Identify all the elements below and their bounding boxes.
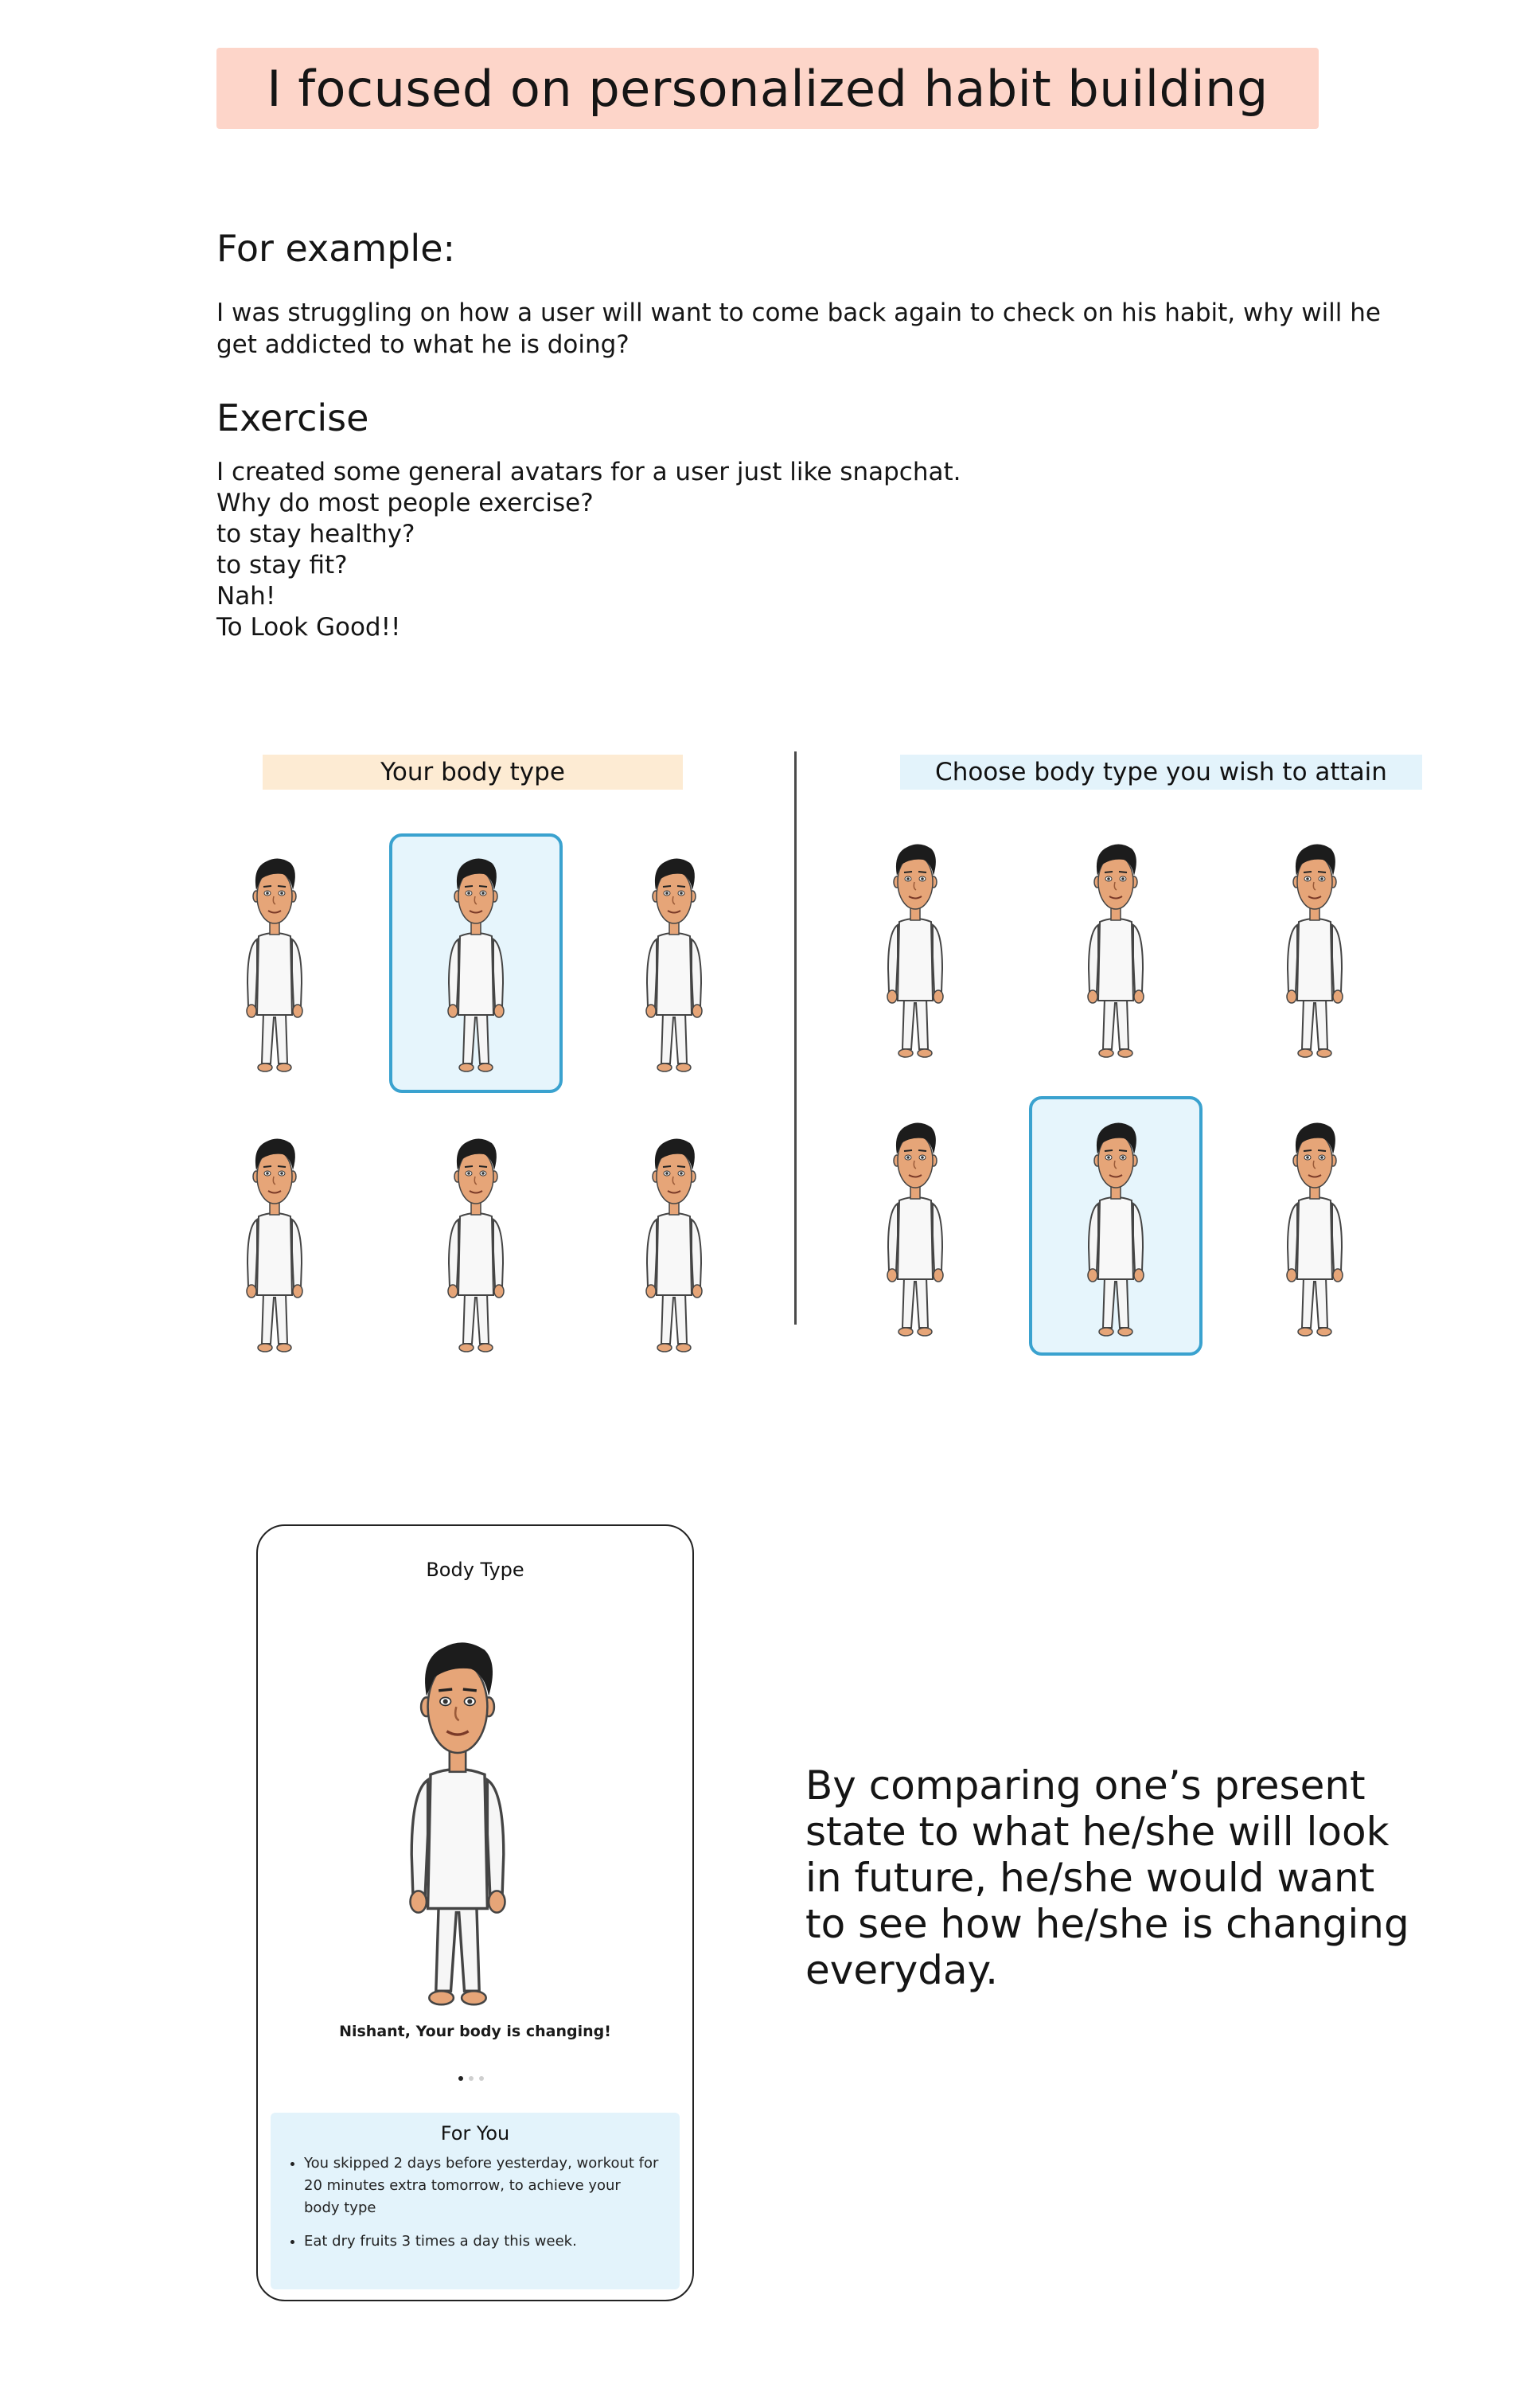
closing-text: By comparing one’s present state to what he/she will look in future, he/she would want to see how he/she is changing everyday.	[805, 1762, 1409, 1993]
for-you-item: • Eat dry fruits 3 times a day this week.	[304, 2230, 659, 2253]
avatar-option[interactable]	[436, 1124, 516, 1363]
target-avatar-option[interactable]	[875, 1108, 955, 1347]
target-avatar-option[interactable]	[1275, 829, 1355, 1068]
phone-title: Body Type	[426, 1559, 524, 1581]
example-text: I was struggling on how a user will want to come back again to check on his habit, why will he get addicted to what he is doing?	[216, 299, 1381, 359]
phone-caption: Nishant, Your body is changing!	[339, 2023, 611, 2040]
exercise-line: to stay healthy?	[216, 520, 415, 548]
for-you-list	[285, 2152, 659, 2264]
carousel-dot[interactable]	[479, 2076, 484, 2081]
target-avatar-option[interactable]	[1275, 1108, 1355, 1347]
exercise-line: To Look Good!!	[216, 613, 401, 642]
avatar-option[interactable]	[436, 844, 516, 1083]
attain-body-type-label: Choose body type you wish to attain	[900, 755, 1422, 790]
exercise-line: to stay fit?	[216, 551, 348, 580]
page-heading: I focused on personalized habit building	[216, 48, 1319, 129]
exercise-lines	[216, 457, 961, 643]
avatar-option[interactable]	[235, 844, 314, 1083]
exercise-line: Nah!	[216, 582, 276, 611]
exercise-title: Exercise	[216, 396, 369, 439]
section-divider	[794, 751, 797, 1325]
avatar-option[interactable]	[634, 1124, 714, 1363]
exercise-line: I created some general avatars for a user just like snapchat.	[216, 458, 961, 486]
your-body-type-label: Your body type	[263, 755, 683, 790]
for-you-title: For You	[440, 2122, 510, 2145]
avatar-large	[390, 1618, 525, 2024]
example-title: For example:	[216, 227, 455, 270]
for-you-item: • You skipped 2 days before yesterday, workout for 20 minutes extra tomorrow, to achieve your body type	[304, 2152, 659, 2219]
target-avatar-option[interactable]	[1076, 1108, 1156, 1347]
avatar-option[interactable]	[235, 1124, 314, 1363]
target-avatar-option[interactable]	[1076, 829, 1156, 1068]
carousel-dots[interactable]	[458, 2076, 484, 2081]
target-avatar-option[interactable]	[875, 829, 955, 1068]
exercise-line: Why do most people exercise?	[216, 489, 594, 517]
carousel-dot-active[interactable]	[458, 2076, 463, 2081]
avatar-option[interactable]	[634, 844, 714, 1083]
carousel-dot[interactable]	[469, 2076, 474, 2081]
